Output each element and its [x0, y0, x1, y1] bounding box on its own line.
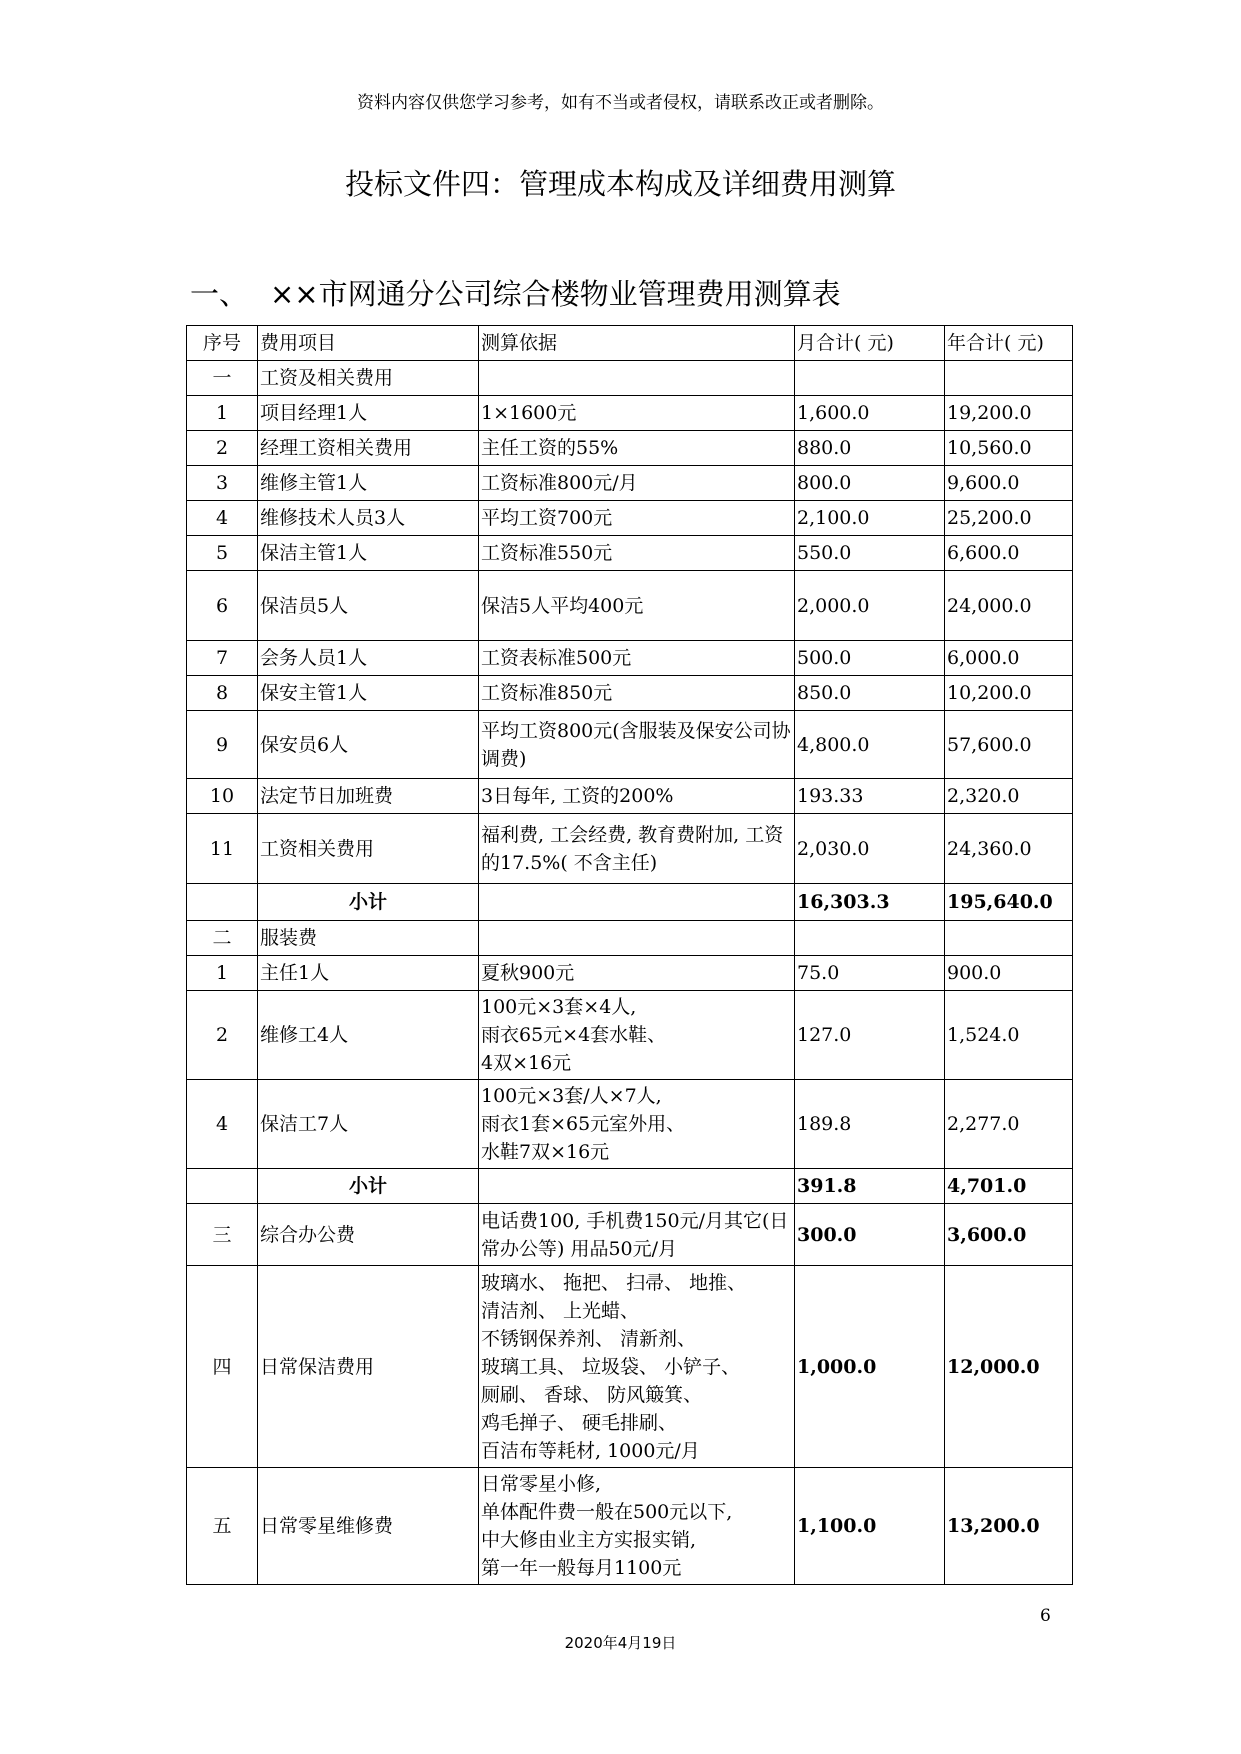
document-title: 投标文件四：管理成本构成及详细费用测算: [344, 167, 896, 201]
row-index: 二: [187, 921, 258, 956]
row-index: 2: [187, 991, 258, 1080]
row-index: 三: [187, 1204, 258, 1266]
row-item: 维修工4人: [258, 991, 479, 1080]
table-row: [187, 814, 1073, 884]
row-item: 经理工资相关费用: [258, 431, 479, 466]
table-row: [187, 466, 1073, 501]
row-yearly: 6,600.0: [945, 536, 1073, 571]
row-index: 4: [187, 501, 258, 536]
row-monthly: 2,030.0: [795, 814, 945, 884]
row-basis: [479, 361, 795, 396]
row-index: 2: [187, 431, 258, 466]
table-row: [187, 779, 1073, 814]
subtotal-monthly: 391.8: [795, 1169, 945, 1204]
row-monthly: 127.0: [795, 991, 945, 1080]
row-monthly: 1,600.0: [795, 396, 945, 431]
row-item: 项目经理1人: [258, 396, 479, 431]
basis-line: 清洁剂、 上光蜡、: [481, 1299, 640, 1322]
subtotal-row: [187, 1169, 1073, 1204]
subtotal-yearly: 195,640.0: [945, 884, 1073, 921]
row-index: 3: [187, 466, 258, 501]
row-yearly: 10,560.0: [945, 431, 1073, 466]
row-item: 主任1人: [258, 956, 479, 991]
row-index: 5: [187, 536, 258, 571]
row-index: [187, 884, 258, 921]
row-item: 日常零星维修费: [258, 1468, 479, 1585]
row-item: 保安主管1人: [258, 676, 479, 711]
row-yearly: 1,524.0: [945, 991, 1073, 1080]
row-yearly: [945, 361, 1073, 396]
section-title: [190, 272, 841, 313]
table-row: [187, 536, 1073, 571]
row-item: 工资相关费用: [258, 814, 479, 884]
row-yearly: 13,200.0: [945, 1468, 1073, 1585]
row-index: 11: [187, 814, 258, 884]
row-monthly: 800.0: [795, 466, 945, 501]
row-monthly: 189.8: [795, 1080, 945, 1169]
row-basis: 福利费, 工会经费, 教育费附加, 工资的17.5%( 不含主任): [479, 814, 795, 884]
row-yearly: 3,600.0: [945, 1204, 1073, 1266]
table-row: [187, 991, 1073, 1080]
row-basis: 平均工资700元: [479, 501, 795, 536]
row-item: 综合办公费: [258, 1204, 479, 1266]
row-item: 维修主管1人: [258, 466, 479, 501]
row-basis: 保洁5人平均400元: [479, 571, 795, 641]
row-monthly: [795, 361, 945, 396]
header-index: 序号: [187, 326, 258, 361]
row-index: 6: [187, 571, 258, 641]
row-yearly: 10,200.0: [945, 676, 1073, 711]
row-monthly: 1,100.0: [795, 1468, 945, 1585]
row-basis: 1×1600元: [479, 396, 795, 431]
row-basis: 主任工资的55%: [479, 431, 795, 466]
cost-estimate-table: [186, 325, 1073, 1585]
header-yearly: 年合计( 元): [945, 326, 1073, 361]
header-basis: 测算依据: [479, 326, 795, 361]
row-index: [187, 1169, 258, 1204]
row-basis: 工资标准850元: [479, 676, 795, 711]
row-item: 法定节日加班费: [258, 779, 479, 814]
table-row: [187, 396, 1073, 431]
row-item: 服装费: [258, 921, 479, 956]
row-yearly: 2,320.0: [945, 779, 1073, 814]
row-basis: 电话费100, 手机费150元/月其它(日常办公等) 用品50元/月: [479, 1204, 795, 1266]
header-monthly: 月合计( 元): [795, 326, 945, 361]
basis-line: 玻璃工具、 垃圾袋、 小铲子、: [481, 1355, 741, 1378]
row-monthly: 880.0: [795, 431, 945, 466]
table-row: [187, 431, 1073, 466]
basis-line: 百洁布等耗材, 1000元/月: [481, 1439, 700, 1462]
table-row: [187, 711, 1073, 779]
table-row: [187, 956, 1073, 991]
row-basis: [479, 884, 795, 921]
row-basis: 夏秋900元: [479, 956, 795, 991]
table-row: [187, 571, 1073, 641]
row-monthly: 2,000.0: [795, 571, 945, 641]
row-item: 保洁主管1人: [258, 536, 479, 571]
row-index: 1: [187, 956, 258, 991]
subtotal-row: [187, 884, 1073, 921]
row-monthly: 193.33: [795, 779, 945, 814]
row-item: 维修技术人员3人: [258, 501, 479, 536]
row-index: 8: [187, 676, 258, 711]
row-basis: 3日每年, 工资的200%: [479, 779, 795, 814]
basis-line: 鸡毛掸子、 硬毛排刷、: [481, 1411, 678, 1434]
table-row: [187, 1266, 1073, 1468]
row-monthly: 500.0: [795, 641, 945, 676]
table-row: [187, 1468, 1073, 1585]
page-number: 6: [1040, 1606, 1051, 1626]
row-monthly: 300.0: [795, 1204, 945, 1266]
basis-line: 玻璃水、 拖把、 扫帚、 地推、: [481, 1271, 747, 1294]
header-disclaimer: 资料内容仅供您学习参考，如有不当或者侵权，请联系改正或者删除。: [357, 93, 884, 113]
row-basis: 工资表标准500元: [479, 641, 795, 676]
row-index: 10: [187, 779, 258, 814]
row-item: 保安员6人: [258, 711, 479, 779]
row-monthly: 2,100.0: [795, 501, 945, 536]
basis-line: 不锈钢保养剂、 清新剂、: [481, 1327, 697, 1350]
row-yearly: 12,000.0: [945, 1266, 1073, 1468]
row-index: 一: [187, 361, 258, 396]
row-yearly: 2,277.0: [945, 1080, 1073, 1169]
row-index: 7: [187, 641, 258, 676]
row-yearly: 9,600.0: [945, 466, 1073, 501]
row-yearly: 19,200.0: [945, 396, 1073, 431]
table-row: [187, 1204, 1073, 1266]
row-basis: 工资标准550元: [479, 536, 795, 571]
row-basis: 日常零星小修, 单体配件费一般在500元以下, 中大修由业主方实报实销, 第一年一般每月1100元: [479, 1468, 795, 1585]
row-yearly: [945, 921, 1073, 956]
row-monthly: 850.0: [795, 676, 945, 711]
row-yearly: 57,600.0: [945, 711, 1073, 779]
table-header-row: [187, 326, 1073, 361]
row-index: 四: [187, 1266, 258, 1468]
row-monthly: 4,800.0: [795, 711, 945, 779]
subtotal-label: 小计: [258, 884, 479, 921]
header-item: 费用项目: [258, 326, 479, 361]
row-item: 工资及相关费用: [258, 361, 479, 396]
row-basis: [479, 921, 795, 956]
table-row: [187, 501, 1073, 536]
table-row: [187, 361, 1073, 396]
table-row: [187, 921, 1073, 956]
subtotal-yearly: 4,701.0: [945, 1169, 1073, 1204]
row-basis: 平均工资800元(含服装及保安公司协调费): [479, 711, 795, 779]
row-monthly: 1,000.0: [795, 1266, 945, 1468]
table-row: [187, 641, 1073, 676]
row-basis: 工资标准800元/月: [479, 466, 795, 501]
row-yearly: 24,360.0: [945, 814, 1073, 884]
table-row: [187, 676, 1073, 711]
row-item: 保洁工7人: [258, 1080, 479, 1169]
row-yearly: 6,000.0: [945, 641, 1073, 676]
row-monthly: 550.0: [795, 536, 945, 571]
row-monthly: [795, 921, 945, 956]
row-yearly: 24,000.0: [945, 571, 1073, 641]
row-item: 日常保洁费用: [258, 1266, 479, 1468]
subtotal-monthly: 16,303.3: [795, 884, 945, 921]
row-index: 4: [187, 1080, 258, 1169]
row-yearly: 900.0: [945, 956, 1073, 991]
section-number: 一、: [190, 277, 249, 311]
basis-line: 厕刷、 香球、 防风簸箕、: [481, 1383, 703, 1406]
row-basis: 100元×3套/人×7人, 雨衣1套×65元室外用、 水鞋7双×16元: [479, 1080, 795, 1169]
row-item: 保洁员5人: [258, 571, 479, 641]
footer-date: 2020年4月19日: [564, 1634, 677, 1652]
row-index: 9: [187, 711, 258, 779]
row-yearly: 25,200.0: [945, 501, 1073, 536]
subtotal-label: 小计: [258, 1169, 479, 1204]
row-basis: [479, 1169, 795, 1204]
row-basis: 100元×3套×4人, 雨衣65元×4套水鞋、 4双×16元: [479, 991, 795, 1080]
row-item: 会务人员1人: [258, 641, 479, 676]
section-title-text: ××市网通分公司综合楼物业管理费用测算表: [270, 277, 841, 311]
table-row: [187, 1080, 1073, 1169]
row-basis: [479, 1266, 795, 1468]
row-monthly: 75.0: [795, 956, 945, 991]
row-index: 五: [187, 1468, 258, 1585]
row-index: 1: [187, 396, 258, 431]
